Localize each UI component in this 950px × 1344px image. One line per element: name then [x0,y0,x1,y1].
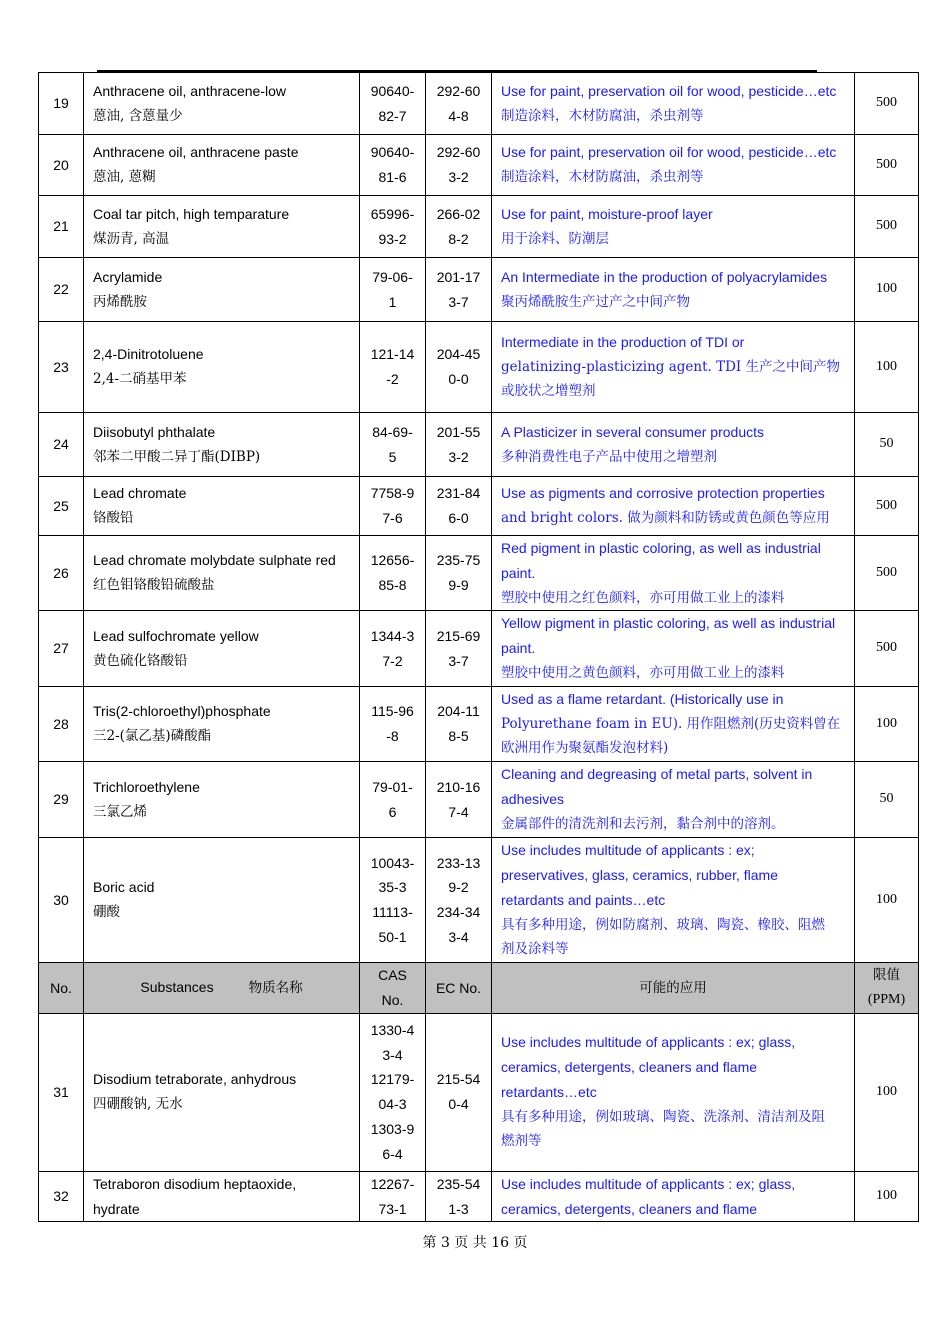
ec-number-line: 204-45 [436,346,481,363]
substance-name-zh: 2,4-二硝基甲苯 [93,371,187,387]
substance-name-cell [84,135,360,196]
ec-number-line: 3-2 [448,169,469,185]
application-cell [492,838,855,963]
cas-number-line: 65996- [370,205,415,222]
header-cas-line2: No. [381,991,404,1008]
table-row [39,762,919,838]
ec-number-line: 231-84 [436,485,481,502]
table-row [39,196,919,258]
substance-name-en: Lead chromate molybdate sulphate red [93,552,336,569]
application-line: paint. [501,564,536,581]
application-line: 欧洲用作为聚氨酯发泡材料) [501,740,669,757]
substance-name-en: Tris(2-chloroethyl)phosphate [93,703,271,720]
substance-name-zh: 丙烯酰胺 [93,293,147,310]
substance-name-cell [84,1013,360,1171]
substance-name-en: Coal tar pitch, high temparature [93,205,290,222]
limit-ppm: 500 [855,196,919,258]
cas-number-line: 04-3 [378,1096,407,1113]
header-ec: EC No. [426,963,492,1014]
application-line: 制造涂料，木材防腐油，杀虫剂等 [501,169,704,185]
limit-ppm: 50 [855,413,919,477]
cas-number-cell [360,413,426,477]
cas-number-cell [360,73,426,135]
application-line: Use for paint, preservation oil for wood, pesticide…etc [501,82,837,99]
cas-number-line: 11113- [372,904,413,921]
application-line: paint. [501,640,536,657]
application-line: Use includes multitude of applicants : ex; glass, [501,1034,796,1051]
row-number: 32 [39,1171,84,1222]
ec-number-line: 8-5 [448,727,469,744]
ec-number-line: 0-0 [448,371,469,387]
substance-name-cell [84,322,360,413]
cas-number-cell [360,258,426,322]
ec-number-cell [426,611,492,686]
application-line: Yellow pigment in plastic coloring, as well as industrial [501,615,836,632]
cas-number-cell [360,477,426,536]
ec-number-line: 210-16 [436,778,481,795]
table-header-row [39,963,919,1014]
limit-ppm: 500 [855,73,919,135]
cas-number-line: 6 [388,803,397,820]
row-number: 19 [39,73,84,135]
table-row [39,477,919,536]
application-cell [492,611,855,686]
table-row [39,611,919,686]
cas-number-line: 121-14 [370,346,415,363]
limit-ppm: 500 [855,135,919,196]
cas-number-line: 90640- [370,82,415,99]
application-line: retardants…etc [501,1083,597,1100]
application-line: ceramics, detergents, cleaners and flame [501,1200,758,1217]
header-no: No. [39,963,84,1014]
table-row [39,322,919,413]
ec-number-line: 292-60 [436,82,481,99]
ec-number-line: 3-7 [448,652,469,669]
header-cas [360,963,426,1014]
cas-number-cell [360,196,426,258]
row-number: 22 [39,258,84,322]
ec-number-cell [426,1171,492,1222]
substance-name-en: Tetraboron disodium heptaoxide, [93,1175,297,1192]
limit-ppm: 100 [855,1013,919,1171]
ec-number-line: 0-4 [448,1096,469,1113]
cas-number-line: 1 [388,293,397,310]
substance-name-zh: 红色钼铬酸铅硫酸盐 [93,577,215,594]
header-use [492,963,855,1014]
ec-number-line: 233-13 [436,854,481,871]
limit-ppm: 100 [855,1171,919,1222]
ec-number-line: 204-11 [437,703,480,720]
application-line: Use includes multitude of applicants : ex; [501,842,755,859]
substance-name-cell [84,258,360,322]
limit-ppm: 100 [855,322,919,413]
header-substances-zh: 物质名称 [248,980,303,997]
cas-number-line: 85-8 [378,577,407,594]
cas-number-line: 12179- [370,1071,415,1088]
cas-number-line: 1303-9 [370,1121,415,1138]
substance-name-en-cont: hydrate [93,1200,140,1217]
substance-name-en: Disodium tetraborate, anhydrous [93,1071,297,1088]
ec-number-cell [426,686,492,761]
table-header-row-group [39,963,919,1014]
limit-ppm: 500 [855,477,919,536]
table-row [39,135,919,196]
ec-number-line: 234-34 [436,904,481,921]
application-cell [492,258,855,322]
cas-number-line: 10043- [370,854,415,871]
cas-number-cell [360,1171,426,1222]
ec-number-line: 7-4 [448,803,469,820]
application-cell [492,322,855,413]
table-row [39,536,919,611]
ec-number-cell [426,838,492,963]
application-line: Used as a flame retardant. (Historically use in [501,690,784,707]
ec-number-line: 235-75 [436,552,481,569]
application-cell [492,762,855,838]
application-cell [492,1013,855,1171]
cas-number-cell [360,322,426,413]
application-line: 金属部件的清洗剂和去污剂，黏合剂中的溶剂。 [501,816,785,833]
header-use-label: 可能的应用 [639,979,707,996]
ec-number-line: 6-0 [448,510,469,526]
cas-number-cell [360,762,426,838]
cas-number-line: 12267- [370,1175,415,1192]
limit-ppm: 100 [855,258,919,322]
cas-number-cell [360,611,426,686]
substance-name-en: Anthracene oil, anthracene-low [93,82,287,99]
table-row [39,838,919,963]
table-row [39,73,919,135]
ec-number-cell [426,258,492,322]
substance-name-cell [84,196,360,258]
application-line: Intermediate in the production of TDI or [501,333,745,350]
substance-name-en: Diisobutyl phthalate [93,423,216,440]
substance-name-cell [84,73,360,135]
application-line: 塑胶中使用之黄色颜料，亦可用做工业上的漆料 [501,664,785,681]
row-number: 31 [39,1013,84,1171]
application-cell [492,477,855,536]
application-line: Use for paint, moisture-proof layer [501,205,713,222]
ec-number-cell [426,762,492,838]
cas-number-line: 1344-3 [370,627,415,644]
substances-table [38,72,919,1222]
cas-number-cell [360,536,426,611]
ec-number-line: 4-8 [448,107,469,124]
application-line: 具有多种用途，例如防腐剂、玻璃、陶瓷、橡胶、阻燃 [501,916,825,933]
ec-number-cell [426,196,492,258]
substance-name-en: Acrylamide [93,268,163,285]
ec-number-cell [426,135,492,196]
application-cell [492,413,855,477]
substance-name-zh: 黄色硫化铬酸铅 [93,652,188,669]
application-line: Use includes multitude of applicants : ex; glass, [501,1175,796,1192]
row-number: 23 [39,322,84,413]
application-line: 用于涂料、防潮层 [501,230,609,247]
ec-number-line: 3-7 [448,293,469,310]
application-cell [492,686,855,761]
cas-number-line: 79-01- [372,778,413,795]
application-line: 燃剂等 [501,1133,542,1150]
row-number: 24 [39,413,84,477]
cas-number-line: -8 [386,727,399,744]
application-line: A Plasticizer in several consumer products [501,423,764,440]
application-cell [492,196,855,258]
cas-number-line: 79-06- [372,268,413,285]
substance-name-en: Trichloroethylene [93,778,200,795]
substance-name-zh: 蒽油, 含蒽量少 [93,107,183,124]
limit-ppm: 100 [855,838,919,963]
cas-number-line: 115-96 [371,703,414,720]
application-line: Use as pigments and corrosive protection properties [501,485,825,502]
table-body-lower [39,1013,919,1222]
ec-number-cell [426,477,492,536]
ec-number-line: 9-9 [448,577,469,594]
application-line: Use for paint, preservation oil for wood, pesticide…etc [501,144,837,161]
application-cell [492,1171,855,1222]
ec-number-cell [426,73,492,135]
row-number: 21 [39,196,84,258]
application-line: 聚丙烯酰胺生产过产之中间产物 [501,293,690,310]
substance-name-cell [84,536,360,611]
cas-number-line: 6-4 [382,1145,403,1162]
cas-number-cell [360,1013,426,1171]
ec-number-line: 215-69 [436,627,481,644]
ec-number-line: 3-2 [448,448,469,465]
ec-number-line: 1-3 [448,1200,469,1217]
substance-name-en: Anthracene oil, anthracene paste [93,144,299,161]
ec-number-line: 8-2 [448,230,469,247]
application-line: Red pigment in plastic coloring, as well as industrial [501,540,821,556]
cas-number-line: 90640- [370,144,415,161]
ec-number-cell [426,1013,492,1171]
cas-number-line: 7-2 [382,652,403,669]
application-line: 或胶状之增塑剂 [501,383,596,400]
substance-name-en: 2,4-Dinitrotoluene [93,346,204,363]
cas-number-line: -2 [386,371,399,387]
limit-ppm: 100 [855,686,919,761]
header-limit [855,963,919,1014]
row-number: 28 [39,686,84,761]
cas-number-line: 35-3 [378,879,407,896]
cas-number-line: 50-1 [378,928,407,945]
cas-number-cell [360,135,426,196]
cas-number-cell [360,686,426,761]
ec-number-cell [426,413,492,477]
row-number: 20 [39,135,84,196]
application-line: adhesives [501,791,565,808]
ec-number-line: 9-2 [448,879,469,896]
substance-name-zh: 蒽油, 蒽糊 [93,169,156,185]
table-row [39,1171,919,1222]
cas-number-line: 82-7 [378,107,407,124]
ec-number-line: 215-54 [436,1071,481,1088]
substance-name-en: Lead sulfochromate yellow [93,627,259,644]
cas-number-line: 93-2 [378,230,407,247]
application-line: and bright colors. 做为颜料和防锈或黄色颜色等应用 [501,510,830,526]
cas-number-line: 1330-4 [370,1021,415,1038]
cas-number-line: 73-1 [378,1200,407,1217]
application-line: 具有多种用途，例如玻璃、陶瓷、洗涤剂、清洁剂及阻 [501,1108,825,1125]
cas-number-cell [360,838,426,963]
substance-name-cell [84,762,360,838]
cas-number-line: 7-6 [382,510,403,526]
table-row [39,258,919,322]
ec-number-line: 201-17 [436,268,481,285]
row-number: 26 [39,536,84,611]
substance-name-cell [84,838,360,963]
application-line: Polyurethane foam in EU). 用作阻燃剂(历史资料曾在 [501,715,841,732]
substance-name-cell [84,1171,360,1222]
ec-number-line: 235-54 [436,1175,481,1192]
substance-name-zh: 邻苯二甲酸二异丁酯(DIBP) [93,448,261,465]
header-substances [84,963,360,1014]
row-number: 25 [39,477,84,536]
ec-number-line: 292-60 [436,144,481,161]
substance-name-cell [84,413,360,477]
application-line: 剂及涂料等 [501,941,569,958]
substance-name-zh: 三2-(氯乙基)磷酸酯 [93,727,212,744]
ec-number-cell [426,536,492,611]
limit-ppm: 500 [855,611,919,686]
header-cas-line1: CAS [378,967,407,984]
substance-name-zh: 四硼酸钠, 无水 [93,1096,183,1113]
cas-number-line: 5 [388,448,397,465]
cas-number-line: 81-6 [378,169,407,185]
substance-name-en: Boric acid [93,879,155,896]
ec-number-cell [426,322,492,413]
header-limit-line2: (PPM) [867,991,906,1007]
substance-name-en: Lead chromate [93,485,187,502]
cas-number-line: 12656- [370,552,415,569]
application-line: gelatinizing-plasticizing agent. TDI 生产之中间产物 [501,358,841,375]
page-number-footer: 第 3 页 共 16 页 [422,1235,528,1251]
row-number: 29 [39,762,84,838]
application-line: 塑胶中使用之红色颜料，亦可用做工业上的漆料 [501,589,785,606]
substance-name-zh: 铬酸铅 [93,510,134,526]
row-number: 27 [39,611,84,686]
limit-ppm: 500 [855,536,919,611]
table-row [39,1013,919,1171]
application-cell [492,73,855,135]
application-line: 制造涂料，木材防腐油，杀虫剂等 [501,107,704,124]
application-line: preservatives, glass, ceramics, rubber, flame [501,866,778,883]
row-number: 30 [39,838,84,963]
application-line: An Intermediate in the production of polyacrylamides [501,268,828,285]
substance-name-cell [84,686,360,761]
table-row [39,413,919,477]
ec-number-line: 3-4 [448,928,469,945]
header-limit-line1: 限值 [873,967,900,984]
substance-name-zh: 煤沥青, 高温 [93,230,170,247]
application-cell [492,135,855,196]
ec-number-line: 266-02 [436,205,481,222]
application-line: retardants and paints…etc [501,891,666,908]
cas-number-line: 84-69- [372,423,413,440]
application-line: Cleaning and degreasing of metal parts, solvent in [501,766,813,783]
substance-name-zh: 硼酸 [93,904,120,921]
application-cell [492,536,855,611]
ec-number-line: 201-55 [436,423,481,440]
substance-name-zh: 三氯乙烯 [93,803,147,820]
header-substances-en: Substances [140,979,214,996]
table-row [39,686,919,761]
table-body-upper [39,73,919,963]
application-line: 多种消费性电子产品中使用之增塑剂 [501,448,717,465]
application-line: ceramics, detergents, cleaners and flame [501,1059,758,1076]
limit-ppm: 50 [855,762,919,838]
cas-number-line: 7758-9 [370,485,415,502]
substance-name-cell [84,477,360,536]
substance-name-cell [84,611,360,686]
cas-number-line: 3-4 [382,1046,403,1063]
